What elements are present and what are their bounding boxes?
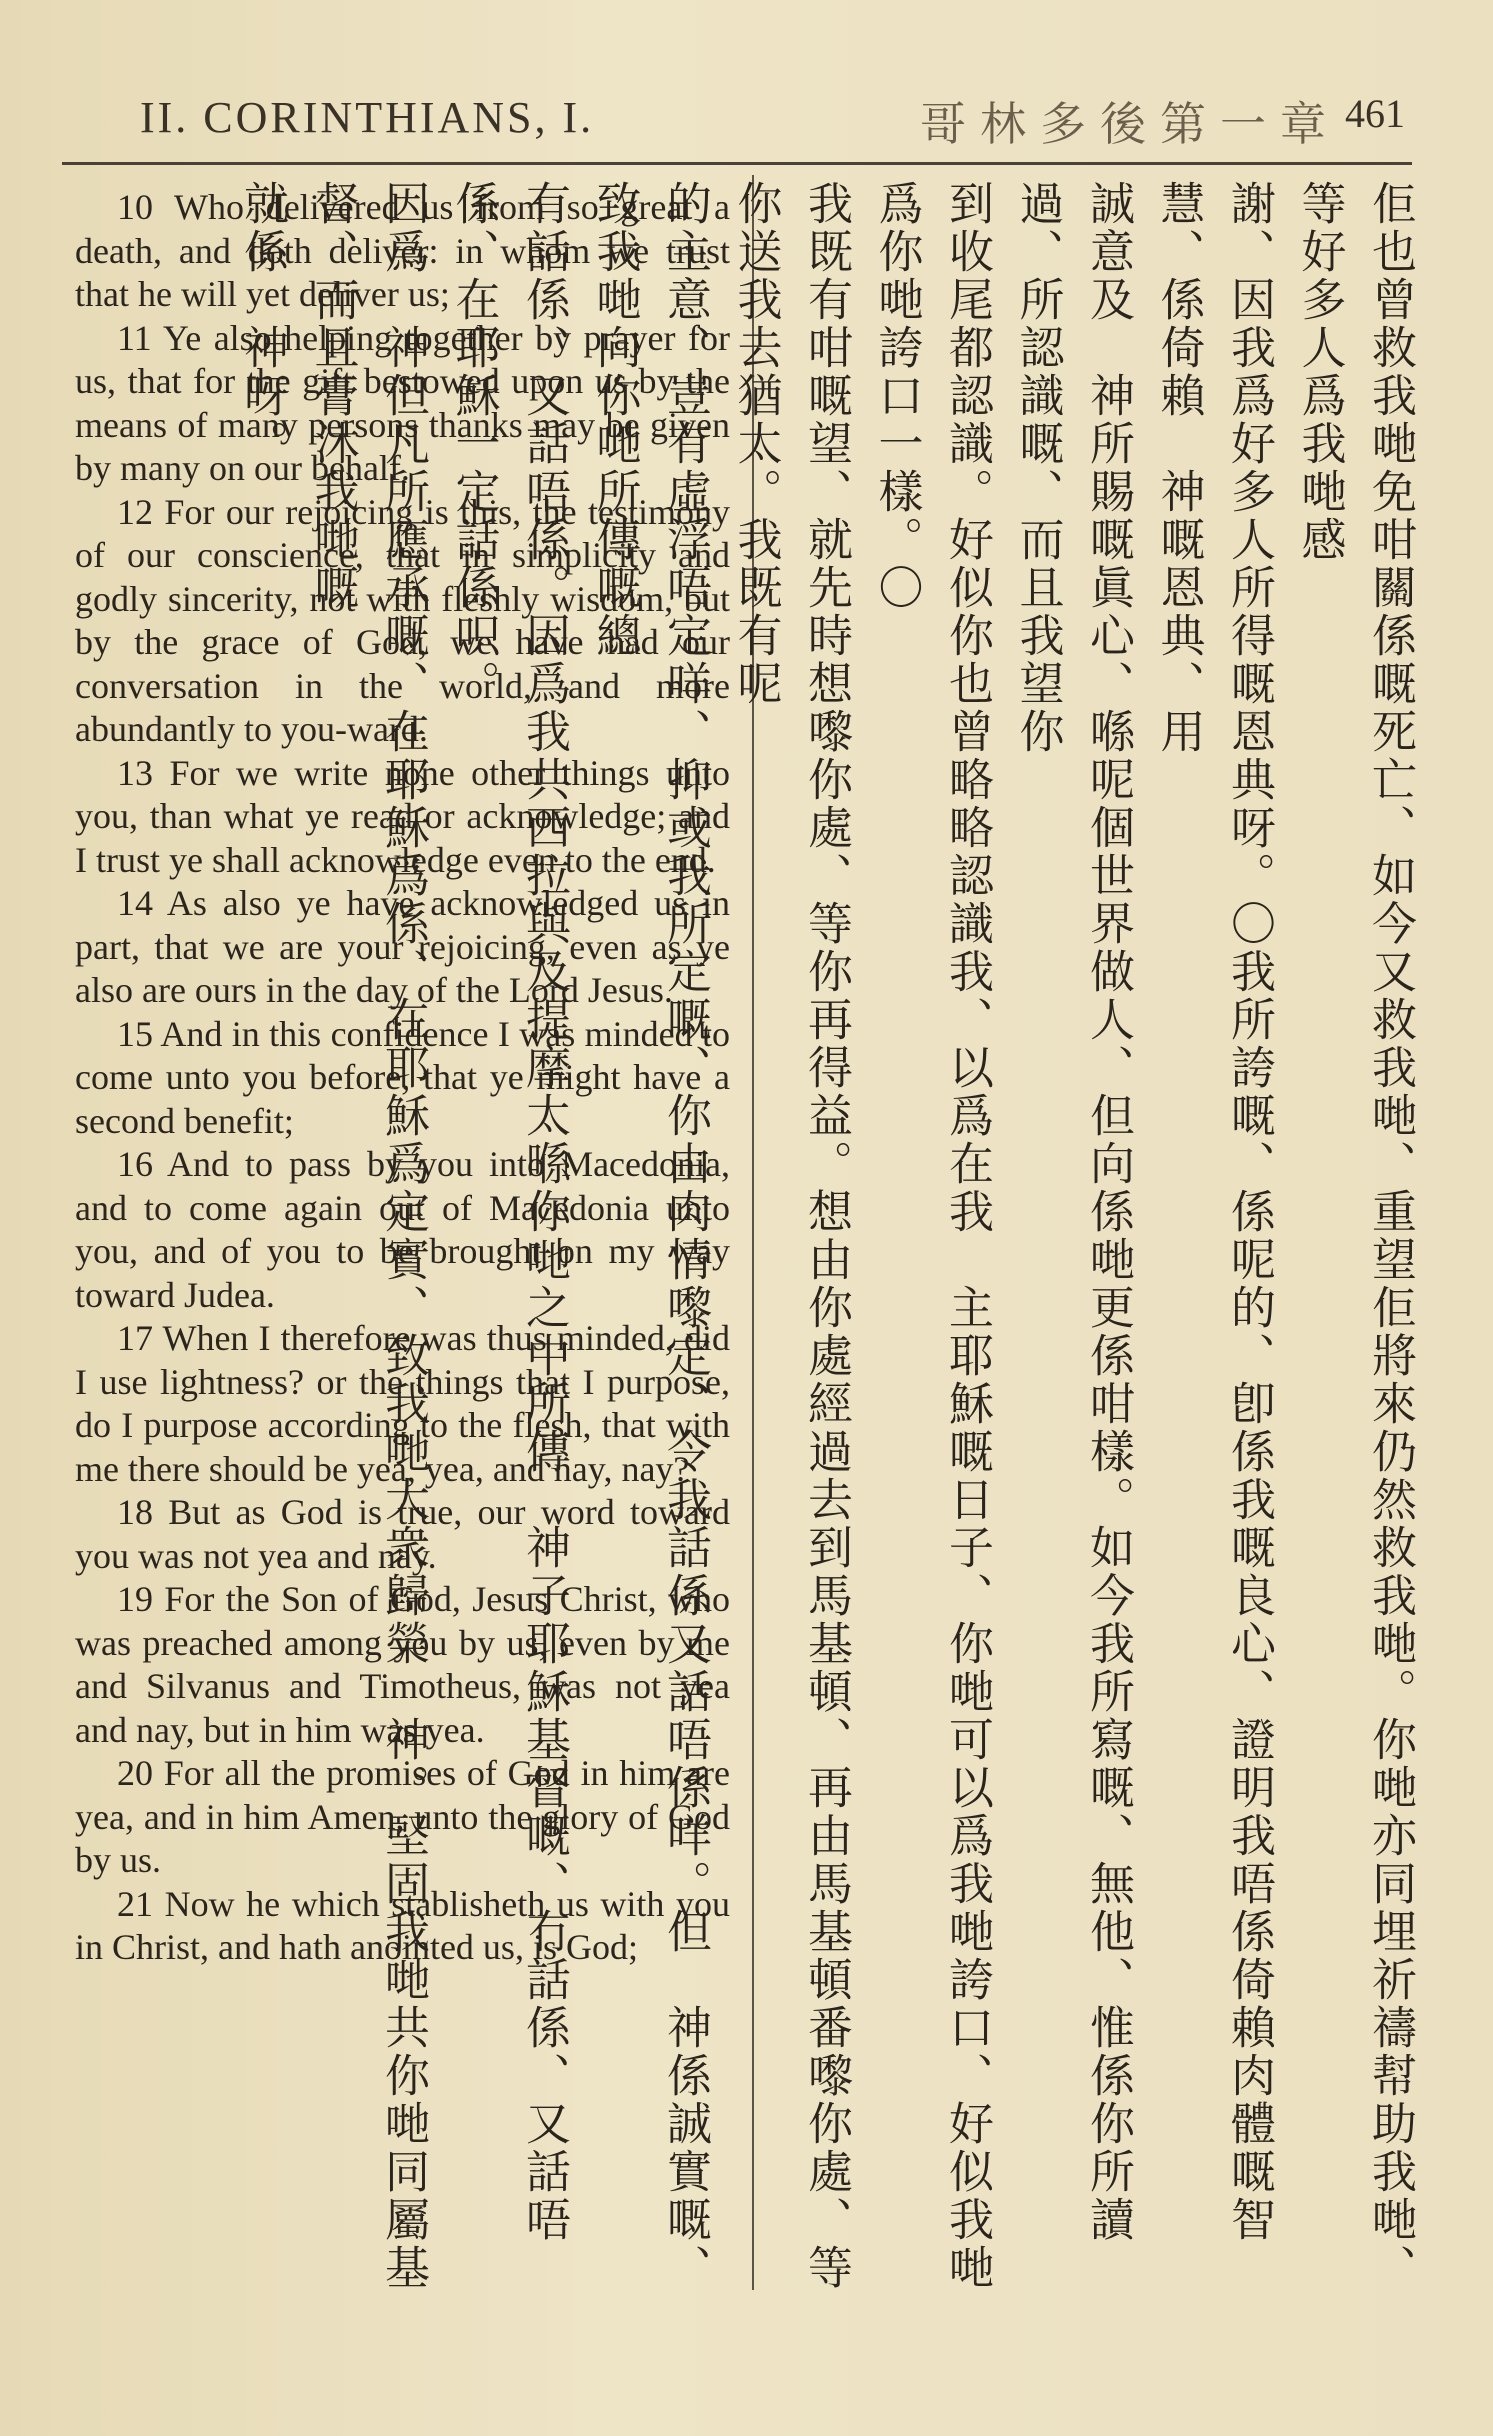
verse-20: 20 For all the promises of God in him are yea, and in him Amen, unto the glory of God by us. bbox=[75, 1753, 730, 1880]
verse-11: 11 Ye also helping together by prayer for us, that for the gift bestowed upon us by the means of many persons thanks may be given by many on our behalf. bbox=[75, 317, 730, 488]
header-rule bbox=[62, 162, 1412, 165]
chinese-line: 謝、因我爲好多人所得嘅恩典呀。〇我所誇嘅、係呢的、卽係我嘅良心、證明我唔係倚賴肉體嘅智慧、係倚賴 神嘅恩典、用 bbox=[1152, 180, 1276, 2244]
verse-12: 12 For our rejoicing is this, the testimony of our conscience, that in simplicity and godly sincerity, not with fleshly wisdom, but by the grace of God, we have had our conversation in the world, and more abundantly to you-ward. bbox=[75, 491, 730, 749]
chinese-line: 的主意、豈有虛浮唔定咩、抑或我所定嘅、你由肉情嚟定、令我話係又話唔係咩。但 神係誠實嘅、致我哋向你哋所傳嘅總 bbox=[588, 180, 712, 2292]
chinese-line: 到收尾都認識。好似你也曾略略認識我、以爲在我 主耶穌嘅日子、你哋可以爲我哋誇口、好似我哋爲你哋誇口一樣。〇 bbox=[870, 180, 994, 2292]
verse-17: 17 When I therefore was thus minded, did I use lightness? or the things that I purpose, do I purpose according to the flesh, that with me there should be yea, yea, and nay, nay? bbox=[75, 1318, 730, 1489]
verse-16: 16 And to pass by you into Macedonia, and to come again out of Macedonia unto you, and of you to be brought on my way toward Judea. bbox=[75, 1144, 730, 1315]
chinese-line: 因爲 神但凡所應承嘅、在耶穌爲係、在耶穌爲定實、致我哋大衆歸榮 神。堅固我哋共你哋同屬基督、而且膏沐我哋嘅 bbox=[306, 180, 430, 2292]
header-left-title: II. CORINTHIANS, I. bbox=[140, 93, 595, 142]
chinese-line: 誠意及 神所賜嘅眞心、喺呢個世界做人、但向係哋更係咁樣。如今我所寫嘅、無他、惟係你所讀過、所認識嘅、而且我望你 bbox=[1011, 180, 1135, 2244]
chinese-line: 有話係、又話唔係。因爲我共西拉與及提摩太喺你哋之中所傳 神子耶穌基督嘅、冇話係、又話唔係、在耶穌一定話係呮。 bbox=[447, 180, 571, 2244]
verse-10: 10 Who delivered us from so great a death, and doth deliver: in whom we trust that he will yet deliver us; bbox=[75, 187, 730, 314]
verse-19: 19 For the Son of God, Jesus Christ, who was preached among you by us, even by me and Silvanus and Timotheus, was not yea and nay, but in him was yea. bbox=[75, 1579, 730, 1750]
verse-13: 13 For we write none other things unto you, than what ye read or acknowledge; and I trust ye shall acknowledge even to the end. bbox=[75, 752, 730, 880]
verse-21: 21 Now he which stablisheth us with you in Christ, and hath anointed us, is God; bbox=[75, 1883, 730, 1967]
verse-15: 15 And in this confidence I was minded to come unto you before, that ye might have a second benefit; bbox=[75, 1013, 730, 1141]
header-right-title: 哥林多後第一章 bbox=[920, 97, 1340, 151]
chinese-line: 我既有咁嘅望、就先時想嚟你處、等你再得益。想由你處經過去到馬基頓、再由馬基頓番嚟你處、等你送我去猶太。我既有呢 bbox=[729, 180, 853, 2292]
verse-14: 14 As also ye have acknowledged us in part, that we are your rejoicing, even as ye also are ours in the day of the Lord Jesus. bbox=[75, 883, 730, 1010]
page-number: 461 bbox=[1345, 91, 1405, 136]
verse-18: 18 But as God is true, our word toward you was not yea and nay. bbox=[75, 1492, 730, 1576]
chinese-line: 就係 神呀。 bbox=[236, 180, 289, 468]
chinese-line: 佢也曾救我哋免咁關係嘅死亡、如今又救我哋、重望佢將來仍然救我哋。你哋亦同埋祈禱幇助我哋、等好多人爲我哋感 bbox=[1293, 180, 1417, 2292]
